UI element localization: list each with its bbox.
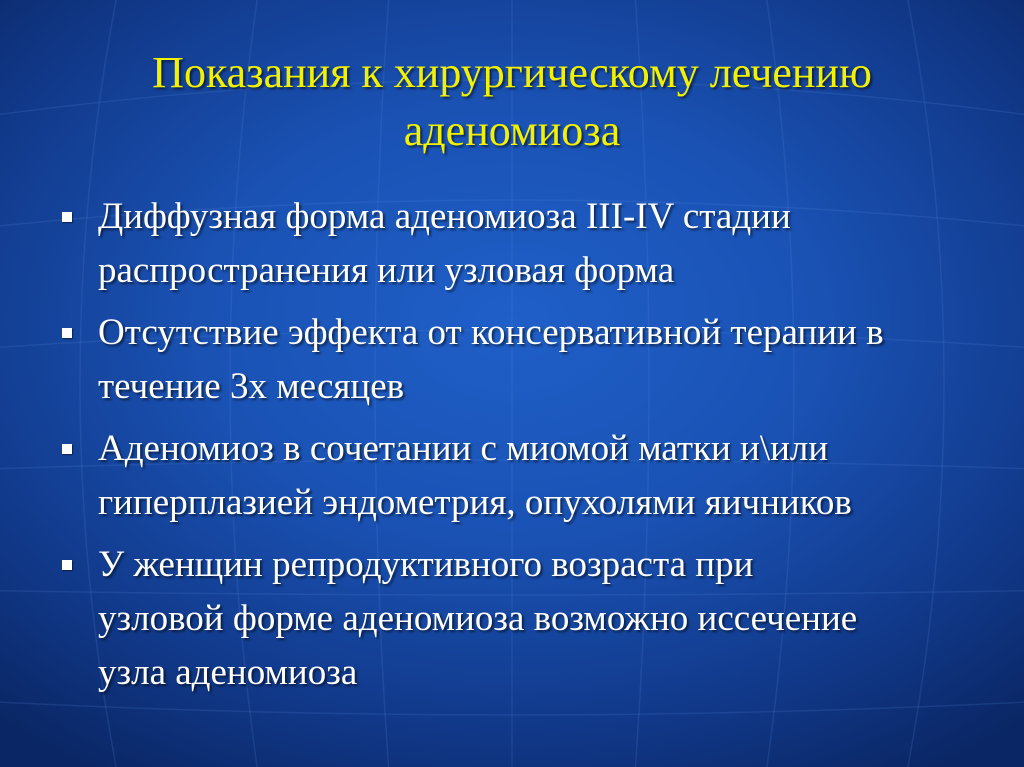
bullet-line: узловой форме аденомиоза возможно иссечение [98, 598, 858, 639]
bullet-line: Аденомиоз в сочетании с миомой матки и\или [98, 428, 829, 469]
square-bullet-icon [62, 328, 72, 338]
slide-title [60, 44, 964, 160]
bullet-line: течение 3х месяцев [98, 366, 405, 407]
bullet-line: У женщин репродуктивного возраста при [98, 544, 754, 585]
bullet-item-2 [60, 306, 1010, 414]
bullet-item-4 [60, 538, 1010, 700]
bullet-item-1 [60, 190, 1010, 298]
square-bullet-icon [62, 560, 72, 570]
bullet-line: Отсутствие эффекта от консервативной терапии в [98, 312, 884, 353]
bullet-item-3 [60, 422, 1010, 530]
slide-title-line-1: Показания к хирургическому лечению [152, 48, 872, 97]
bullet-line: распространения или узловая форма [98, 250, 675, 291]
slide-title-line-2: аденомиоза [403, 106, 621, 155]
bullet-line: узла аденомиоза [98, 652, 358, 693]
square-bullet-icon [62, 444, 72, 454]
bullet-line: гиперплазией эндометрия, опухолями яичников [98, 482, 852, 523]
bullet-line: Диффузная форма аденомиоза III-IV стадии [98, 196, 791, 237]
bullet-list [60, 190, 1010, 708]
square-bullet-icon [62, 212, 72, 222]
